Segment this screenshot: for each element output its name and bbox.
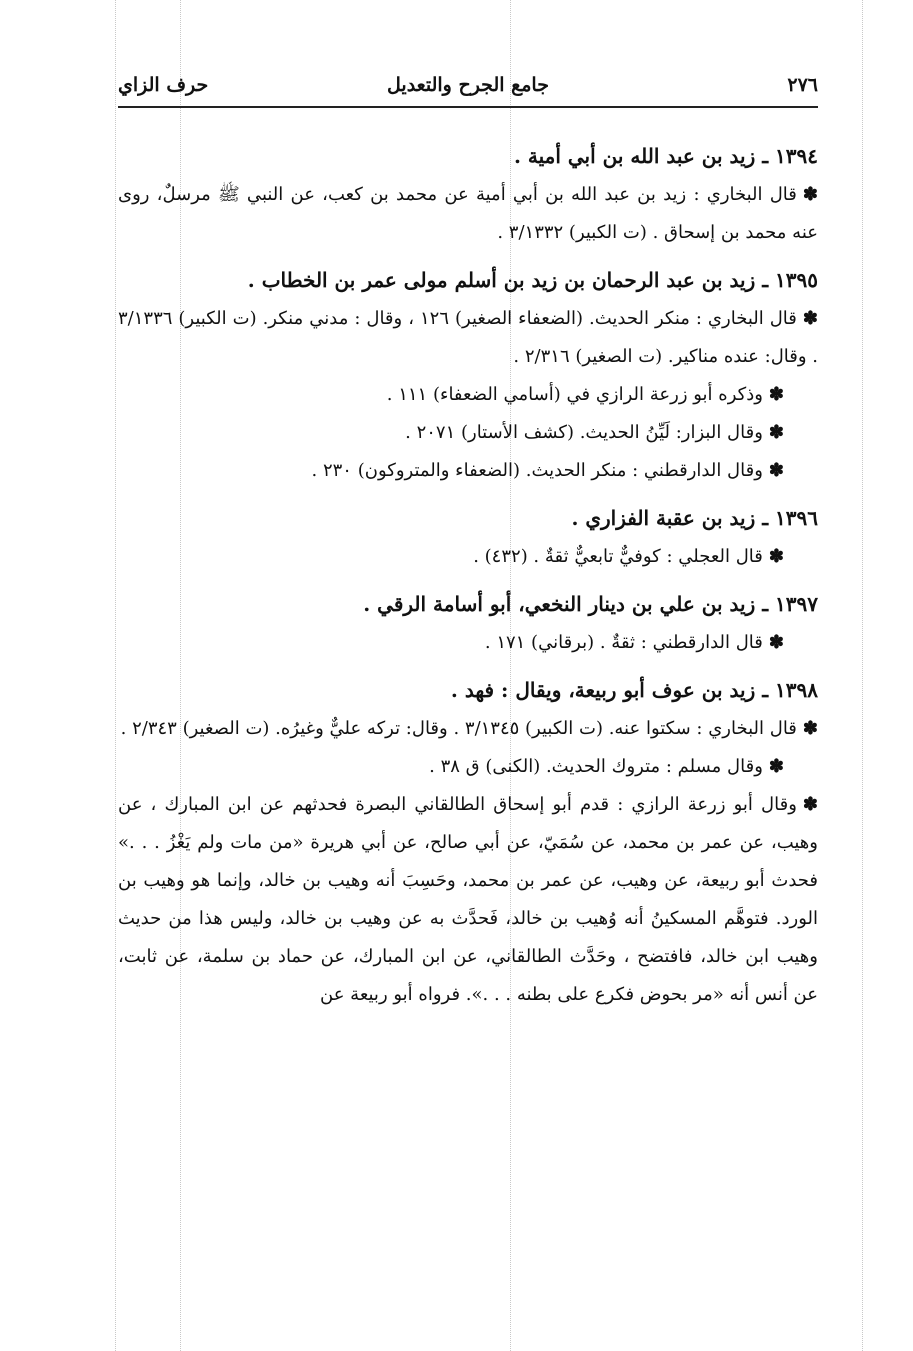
entry-paragraph: ✽قال العجلي : كوفيٌّ تابعيٌّ ثقةٌ . (٤٣٢) . — [473, 546, 784, 567]
entry-paragraph: ✽قال البخاري : زيد بن عبد الله بن أبي أمية عن محمد بن كعب، عن النبي ﷺ مرسلٌ، روى عنه محمد بن إسحاق . (ت الكبير) ٣/١٣٣٢ . — [118, 184, 818, 243]
entry-paragraph: ✽وقال أبو زرعة الرازي : قدم أبو إسحاق الطالقاني البصرة فحدثهم عن ابن المبارك ، عن وهيب، عن عمر بن محمد، عن سُمَيّ، عن أبي صالح، عن أبي هريرة «من مات ولم يَغْزُ . . .» فحدث أبو ربيعة، عن وهيب، عن عمر بن محمد، وحَسِبَ أنه وهيب بن خالد، وإنما هو وهيب بن الورد. فتوهَّم المسكينُ أنه وُهيب بن خالد، فَحدَّث به عن وهيب بن خالد، وليس هذا من حديث وهيب ابن خالد، فافتضح ، وحَدَّث الطالقاني، عن ابن المبارك، عن حماد بن سلمة، عن ثابت، عن أنس أنه «مر بحوض فكرع على بطنه . . .». فرواه أبو ربيعة عن — [118, 794, 818, 1005]
entry-paragraph: ✽وقال الدارقطني : منكر الحديث. (الضعفاء والمتروكون) ٢٣٠ . — [311, 460, 784, 481]
entry-title: ١٣٩٥ ـ زيد بن عبد الرحمان بن زيد بن أسلم مولى عمر بن الخطاب . — [247, 268, 818, 292]
bullet-icon: ✽ — [768, 632, 784, 653]
entry-paragraph: ✽قال البخاري : سكتوا عنه. (ت الكبير) ٣/١٣٤٥ . وقال: تركه عليٌّ وغيرُه. (ت الصغير) ٢/٣٤٣ . — [120, 718, 818, 739]
entry — [118, 136, 818, 252]
running-header — [118, 62, 818, 108]
entry-paragraph: ✽وقال مسلم : متروك الحديث. (الكنى) ق ٣٨ . — [429, 756, 784, 777]
bullet-icon: ✽ — [768, 546, 784, 567]
page-number: ٢٧٦ — [787, 74, 818, 96]
entry-title: ١٣٩٤ ـ زيد بن عبد الله بن أبي أمية . — [513, 144, 818, 168]
entry-paragraph: ✽وذكره أبو زرعة الرازي في (أسامي الضعفاء) ١١١ . — [386, 384, 784, 405]
entry-title: ١٣٩٧ ـ زيد بن علي بن دينار النخعي، أبو أسامة الرقي . — [363, 592, 818, 616]
chapter-letter: حرف الزاي — [118, 74, 209, 96]
entry-title: ١٣٩٨ ـ زيد بن عوف أبو ربيعة، ويقال : فهد . — [450, 678, 818, 702]
entry-paragraph: ✽قال الدارقطني : ثقةٌ . (برقاني) ١٧١ . — [484, 632, 784, 653]
entry-paragraph: ✽وقال البزار: لَيِّنُ الحديث. (كشف الأستار) ٢٠٧١ . — [405, 422, 784, 443]
bullet-icon: ✽ — [802, 308, 818, 329]
bullet-icon: ✽ — [802, 794, 818, 815]
entry — [118, 498, 818, 576]
bullet-icon: ✽ — [768, 756, 784, 777]
book-title: جامع الجرح والتعديل — [387, 74, 549, 96]
entries-list — [118, 136, 818, 1014]
bullet-icon: ✽ — [802, 184, 818, 205]
entry-title: ١٣٩٦ ـ زيد بن عقبة الفزاري . — [571, 506, 818, 530]
entry — [118, 260, 818, 490]
bullet-icon: ✽ — [768, 422, 784, 443]
entry — [118, 670, 818, 1014]
bullet-icon: ✽ — [768, 460, 784, 481]
bullet-icon: ✽ — [768, 384, 784, 405]
entry-paragraph: ✽قال البخاري : منكر الحديث. (الضعفاء الصغير) ١٢٦ ، وقال : مدني منكر. (ت الكبير) ٣/١٣٣٦ . وقال: عنده مناكير. (ت الصغير) ٢/٣١٦ . — [118, 308, 818, 367]
bullet-icon: ✽ — [802, 718, 818, 739]
entry — [118, 584, 818, 662]
book-page — [118, 62, 818, 1022]
